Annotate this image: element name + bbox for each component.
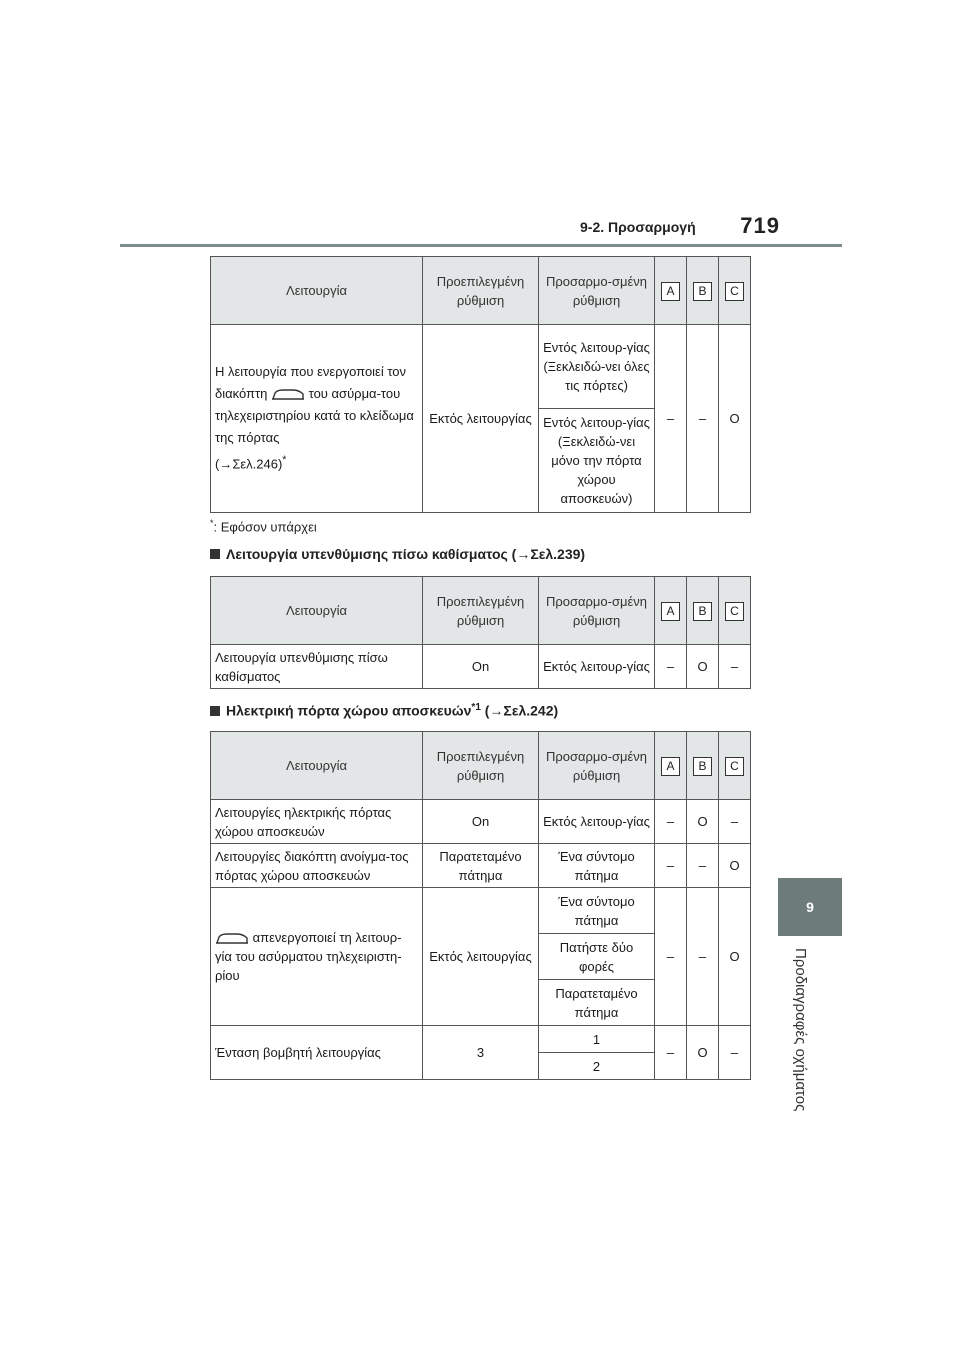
function-cell: Ένταση βομβητή λειτουργίας <box>211 1026 423 1080</box>
badge-c: C <box>725 757 744 776</box>
header-divider <box>120 244 842 247</box>
header-default: Προεπιλεγμένη ρύθμιση <box>423 257 539 325</box>
cell-c: O <box>719 844 751 888</box>
table-row <box>211 1026 751 1053</box>
custom-cell: 2 <box>539 1053 655 1080</box>
cell-a: – <box>655 800 687 844</box>
function-cell: Η λειτουργία που ενεργοποιεί τον διακόπτη του ασύρμα-του τηλεχειριστηρίου κατά το κλείδωμα της πόρτας (→Σελ.246)* <box>211 325 423 513</box>
header-default: Προεπιλεγμένη ρύθμιση <box>423 577 539 645</box>
cell-c: – <box>719 1026 751 1080</box>
page-number: 719 <box>740 213 780 238</box>
table-header-row <box>211 257 751 325</box>
table-row <box>211 800 751 844</box>
table-rear-seat-reminder <box>210 576 751 689</box>
table-row <box>211 888 751 934</box>
badge-a: A <box>661 602 680 621</box>
custom-cell: Εντός λειτουρ-γίας (Ξεκλειδώ-νει μόνο την πόρτα χώρου αποσκευών) <box>539 409 655 513</box>
function-cell: απενεργοποιεί τη λειτουρ-γία του ασύρματου τηλεχειριστη-ρίου <box>211 888 423 1026</box>
header-custom: Προσαρμο-σμένη ρύθμιση <box>539 257 655 325</box>
header-custom: Προσαρμο-σμένη ρύθμιση <box>539 732 655 800</box>
header-function: Λειτουργία <box>211 257 423 325</box>
chapter-tab[interactable]: 9 <box>778 878 842 936</box>
chapter-label-text: Προδιαγραφές οχήματος <box>792 948 809 1112</box>
cell-b: O <box>687 800 719 844</box>
header-function: Λειτουργία <box>211 577 423 645</box>
header-default: Προεπιλεγμένη ρύθμιση <box>423 732 539 800</box>
car-rear-icon <box>271 388 305 402</box>
chapter-side-label <box>787 948 809 1128</box>
badge-b: B <box>693 282 712 301</box>
cell-c: – <box>719 645 751 689</box>
cell-b: – <box>687 325 719 513</box>
badge-c: C <box>725 282 744 301</box>
table-row <box>211 325 751 409</box>
function-cell: Λειτουργίες ηλεκτρικής πόρτας χώρου αποσκευών <box>211 800 423 844</box>
custom-cell: Ένα σύντομο πάτημα <box>539 888 655 934</box>
square-bullet-icon <box>210 706 220 716</box>
cell-a: – <box>655 1026 687 1080</box>
default-cell: On <box>423 800 539 844</box>
badge-b: B <box>693 757 712 776</box>
custom-cell: Εντός λειτουρ-γίας (Ξεκλειδώ-νει όλες τις πόρτες) <box>539 325 655 409</box>
custom-cell: 1 <box>539 1026 655 1053</box>
car-rear-icon <box>215 932 249 946</box>
cell-b: – <box>687 844 719 888</box>
default-cell: On <box>423 645 539 689</box>
header-function: Λειτουργία <box>211 732 423 800</box>
page-header <box>580 213 780 243</box>
table-row <box>211 645 751 689</box>
badge-c: C <box>725 602 744 621</box>
cell-a: – <box>655 844 687 888</box>
section-heading: Ηλεκτρική πόρτα χώρου αποσκευών$^{*1}$ (→Σελ.242) <box>210 702 558 719</box>
badge-b: B <box>693 602 712 621</box>
cell-b: O <box>687 645 719 689</box>
default-cell: 3 <box>423 1026 539 1080</box>
cell-c: O <box>719 325 751 513</box>
square-bullet-icon <box>210 549 220 559</box>
cell-a: – <box>655 645 687 689</box>
header-custom: Προσαρμο-σμένη ρύθμιση <box>539 577 655 645</box>
section-heading: Λειτουργία υπενθύμισης πίσω καθίσματος (→Σελ.239) <box>210 546 585 562</box>
cell-c: – <box>719 800 751 844</box>
cell-c: O <box>719 888 751 1026</box>
custom-cell: Παρατεταμένο πάτημα <box>539 980 655 1026</box>
table-header-row <box>211 732 751 800</box>
function-cell: Λειτουργία υπενθύμισης πίσω καθίσματος <box>211 645 423 689</box>
cell-b: – <box>687 888 719 1026</box>
footnote: *: Εφόσον υπάρχει <box>210 518 317 535</box>
cell-b: O <box>687 1026 719 1080</box>
custom-cell: Πατήστε δύο φορές <box>539 934 655 980</box>
table-power-tailgate <box>210 731 751 1080</box>
footnote-mark: * <box>282 454 287 467</box>
section-title: 9-2. Προσαρμογή <box>580 219 696 235</box>
custom-cell: Ένα σύντομο πάτημα <box>539 844 655 888</box>
table-row <box>211 844 751 888</box>
table-header-row <box>211 577 751 645</box>
function-cell: Λειτουργίες διακόπτη ανοίγμα-τος πόρτας χώρου αποσκευών <box>211 844 423 888</box>
default-cell: Εκτός λειτουργίας <box>423 888 539 1026</box>
custom-cell: Εκτός λειτουρ-γίας <box>539 800 655 844</box>
default-cell: Εκτός λειτουργίας <box>423 325 539 513</box>
custom-cell: Εκτός λειτουρ-γίας <box>539 645 655 689</box>
table-door-unlock <box>210 256 751 513</box>
cell-a: – <box>655 325 687 513</box>
cell-a: – <box>655 888 687 1026</box>
badge-a: A <box>661 282 680 301</box>
default-cell: Παρατεταμένο πάτημα <box>423 844 539 888</box>
badge-a: A <box>661 757 680 776</box>
